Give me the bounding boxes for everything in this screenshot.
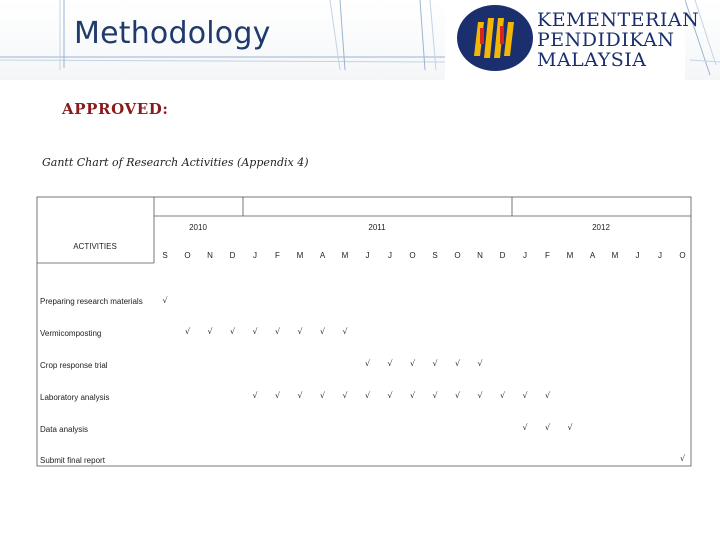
activity-mark: √ <box>184 327 191 336</box>
activity-mark: √ <box>544 391 551 400</box>
activity-name: Submit final report <box>40 456 105 465</box>
activity-mark: √ <box>522 423 528 432</box>
month-label: A <box>319 251 326 260</box>
activity-row <box>40 391 551 402</box>
activity-mark: √ <box>454 359 461 368</box>
month-label: O <box>184 251 191 260</box>
page-title: Methodology <box>74 16 271 51</box>
month-label: N <box>477 251 483 260</box>
year-2010: 2010 <box>189 223 207 232</box>
activity-name: Preparing research materials <box>40 297 143 306</box>
activity-mark: √ <box>364 359 371 368</box>
activity-mark: √ <box>297 327 303 336</box>
logo-line-3: MALAYSIA <box>537 49 647 71</box>
activity-name: Vermicomposting <box>40 329 102 338</box>
activity-mark: √ <box>454 391 461 400</box>
activity-mark: √ <box>364 391 371 400</box>
activity-name: Crop response trial <box>40 361 108 370</box>
activity-mark: √ <box>207 327 213 336</box>
month-label: D <box>499 251 506 260</box>
activity-mark: √ <box>387 359 393 368</box>
logo-line-1: KEMENTERIAN <box>537 9 700 31</box>
month-label: N <box>207 251 213 260</box>
activity-mark: √ <box>499 391 506 400</box>
gantt-frame <box>37 197 691 466</box>
activity-mark: √ <box>319 327 326 336</box>
activity-mark: √ <box>477 391 483 400</box>
activity-mark: √ <box>274 391 281 400</box>
activity-row <box>40 327 348 338</box>
activity-mark: √ <box>409 359 416 368</box>
activity-mark: √ <box>274 327 281 336</box>
month-label: J <box>365 251 370 260</box>
activity-mark: √ <box>319 391 326 400</box>
activity-row <box>40 359 483 370</box>
activity-mark: √ <box>342 391 348 400</box>
approved-label: APPROVED: <box>62 100 169 118</box>
year-2012: 2012 <box>592 223 610 232</box>
activity-mark: √ <box>567 423 573 432</box>
activity-mark: √ <box>679 454 686 463</box>
activity-mark: √ <box>342 327 348 336</box>
activity-row <box>40 423 573 434</box>
year-2011: 2011 <box>368 223 386 232</box>
month-label: O <box>454 251 461 260</box>
month-label: J <box>635 251 640 260</box>
activity-mark: √ <box>432 359 438 368</box>
month-label: J <box>388 251 392 260</box>
month-label: M <box>611 251 619 260</box>
activity-name: Data analysis <box>40 425 89 434</box>
month-label: M <box>566 251 574 260</box>
month-label: O <box>409 251 416 260</box>
month-labels <box>162 251 685 260</box>
month-label: D <box>229 251 236 260</box>
activity-mark: √ <box>477 359 483 368</box>
gantt-caption: Gantt Chart of Research Activities (Appendix 4) <box>42 156 309 169</box>
logo-line-2: PENDIDIKAN <box>537 29 675 51</box>
activity-mark: √ <box>409 391 416 400</box>
activity-name: Laboratory analysis <box>40 393 110 402</box>
activities-header: ACTIVITIES <box>73 242 117 251</box>
month-label: M <box>341 251 349 260</box>
activity-mark: √ <box>432 391 438 400</box>
activity-mark: √ <box>229 327 236 336</box>
activity-mark: √ <box>544 423 551 432</box>
activity-row <box>40 454 686 465</box>
month-label: S <box>432 251 438 260</box>
month-label: J <box>523 251 527 260</box>
activity-row <box>40 296 168 306</box>
month-label: F <box>275 251 280 260</box>
activity-mark: √ <box>252 327 258 336</box>
month-label: F <box>545 251 550 260</box>
month-label: O <box>679 251 686 260</box>
activity-mark: √ <box>252 391 258 400</box>
activity-mark: √ <box>297 391 303 400</box>
activity-mark: √ <box>387 391 393 400</box>
month-label: J <box>253 251 257 260</box>
activity-rows <box>40 296 686 465</box>
activity-mark: √ <box>522 391 528 400</box>
month-label: J <box>658 251 662 260</box>
month-label: M <box>296 251 304 260</box>
activity-mark: √ <box>162 296 168 305</box>
month-label: A <box>589 251 596 260</box>
month-label: S <box>162 251 168 260</box>
